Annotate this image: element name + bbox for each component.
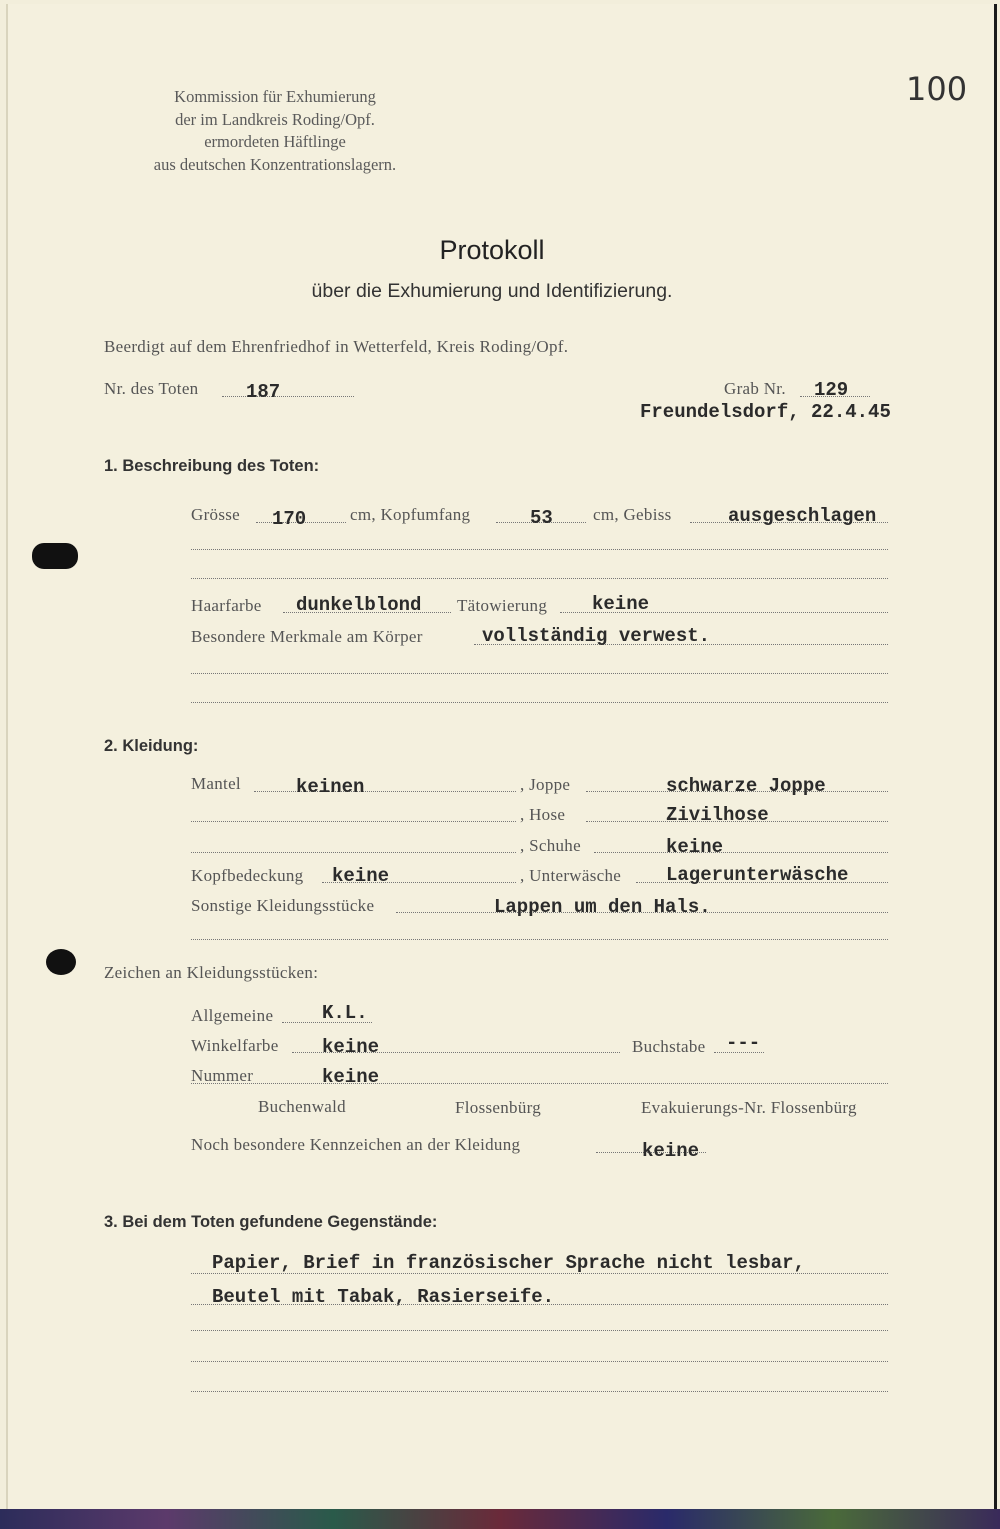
head-value: 53 (530, 507, 553, 529)
head-unit-teeth-label: cm, Gebiss (593, 505, 672, 524)
commission-line-2: der im Landkreis Roding/Opf. (175, 109, 375, 129)
trousers-label: , Hose (520, 805, 566, 824)
scan-edge (0, 1509, 1000, 1529)
hair-value: dunkelblond (296, 594, 422, 616)
grave-number-label: Grab Nr. (724, 379, 786, 398)
commission-line-4: aus deutschen Konzentrationslagern. (153, 154, 397, 174)
marks-body-label: Besondere Merkmale am Körper (191, 627, 423, 646)
special-marks-label: Noch besondere Kennzeichen an der Kleidung (191, 1135, 521, 1154)
headwear-value: keine (332, 865, 390, 887)
grave-number-value: 129 (814, 379, 849, 401)
dead-number-label: Nr. des Toten (104, 379, 199, 398)
commission-line-1: Kommission für Exhumierung (174, 87, 376, 106)
commission-line-3: ermordeten Häftlinge (204, 132, 346, 151)
number-label: Nummer (191, 1066, 254, 1085)
letter-label: Buchstabe (632, 1037, 706, 1056)
jacket-label: , Joppe (520, 775, 571, 794)
shoes-label: , Schuhe (520, 836, 581, 855)
underwear-label: , Unterwäsche (520, 866, 622, 885)
underwear-value: Lagerunterwäsche (666, 864, 849, 886)
size-unit-head-label: cm, Kopfumfang (350, 505, 471, 524)
letter-value: --- (726, 1032, 761, 1054)
general-marks-value: K.L. (322, 1002, 368, 1024)
teeth-value: ausgeschlagen (728, 505, 877, 527)
dead-number-value: 187 (246, 381, 281, 403)
origin-stamp: Freundelsdorf, 22.4.45 (640, 401, 891, 423)
size-label: Grösse (191, 505, 241, 524)
other-clothing-label: Sonstige Kleidungsstücke (191, 896, 375, 915)
other-clothing-value: Lappen um den Hals. (494, 896, 711, 918)
document-subtitle: über die Exhumierung und Identifizierung. (311, 280, 673, 302)
page-number: 100 (906, 70, 968, 108)
punch-hole-lower (46, 949, 76, 975)
column-flossenburg: Flossenbürg (455, 1098, 542, 1117)
items-line-1: Papier, Brief in französischer Sprache nicht lesbar, (212, 1252, 805, 1274)
headwear-label: Kopfbedeckung (191, 866, 304, 885)
size-value: 170 (272, 508, 307, 530)
column-evacuation-number: Evakuierungs-Nr. Flossenbürg (641, 1098, 857, 1117)
section-clothing-heading: 2. Kleidung: (104, 737, 199, 755)
section-description-heading: 1. Beschreibung des Toten: (104, 457, 320, 475)
number-value: keine (322, 1066, 380, 1088)
tattoo-label: Tätowierung (457, 596, 548, 615)
shoes-value: keine (666, 836, 724, 858)
commission-header (110, 86, 440, 176)
general-marks-label: Allgemeine (191, 1006, 274, 1025)
items-line-2: Beutel mit Tabak, Rasierseife. (212, 1286, 555, 1308)
document-title: Protokoll (439, 235, 545, 265)
coat-label: Mantel (191, 774, 241, 793)
trousers-value: Zivilhose (666, 804, 769, 826)
jacket-value: schwarze Joppe (666, 775, 826, 797)
triangle-color-value: keine (322, 1036, 380, 1058)
special-marks-value: keine (642, 1140, 700, 1162)
column-buchenwald: Buchenwald (258, 1097, 346, 1116)
section-marks-heading: Zeichen an Kleidungsstücken: (104, 963, 319, 982)
document-sheet (6, 4, 997, 1509)
section-items-heading: 3. Bei dem Toten gefundene Gegenstände: (104, 1213, 438, 1231)
burial-line: Beerdigt auf dem Ehrenfriedhof in Wetterfeld, Kreis Roding/Opf. (104, 337, 569, 356)
hair-label: Haarfarbe (191, 596, 262, 615)
punch-hole-upper (32, 543, 78, 569)
triangle-color-label: Winkelfarbe (191, 1036, 279, 1055)
coat-value: keinen (296, 776, 365, 798)
marks-body-value: vollständig verwest. (482, 625, 711, 647)
tattoo-value: keine (592, 593, 650, 615)
